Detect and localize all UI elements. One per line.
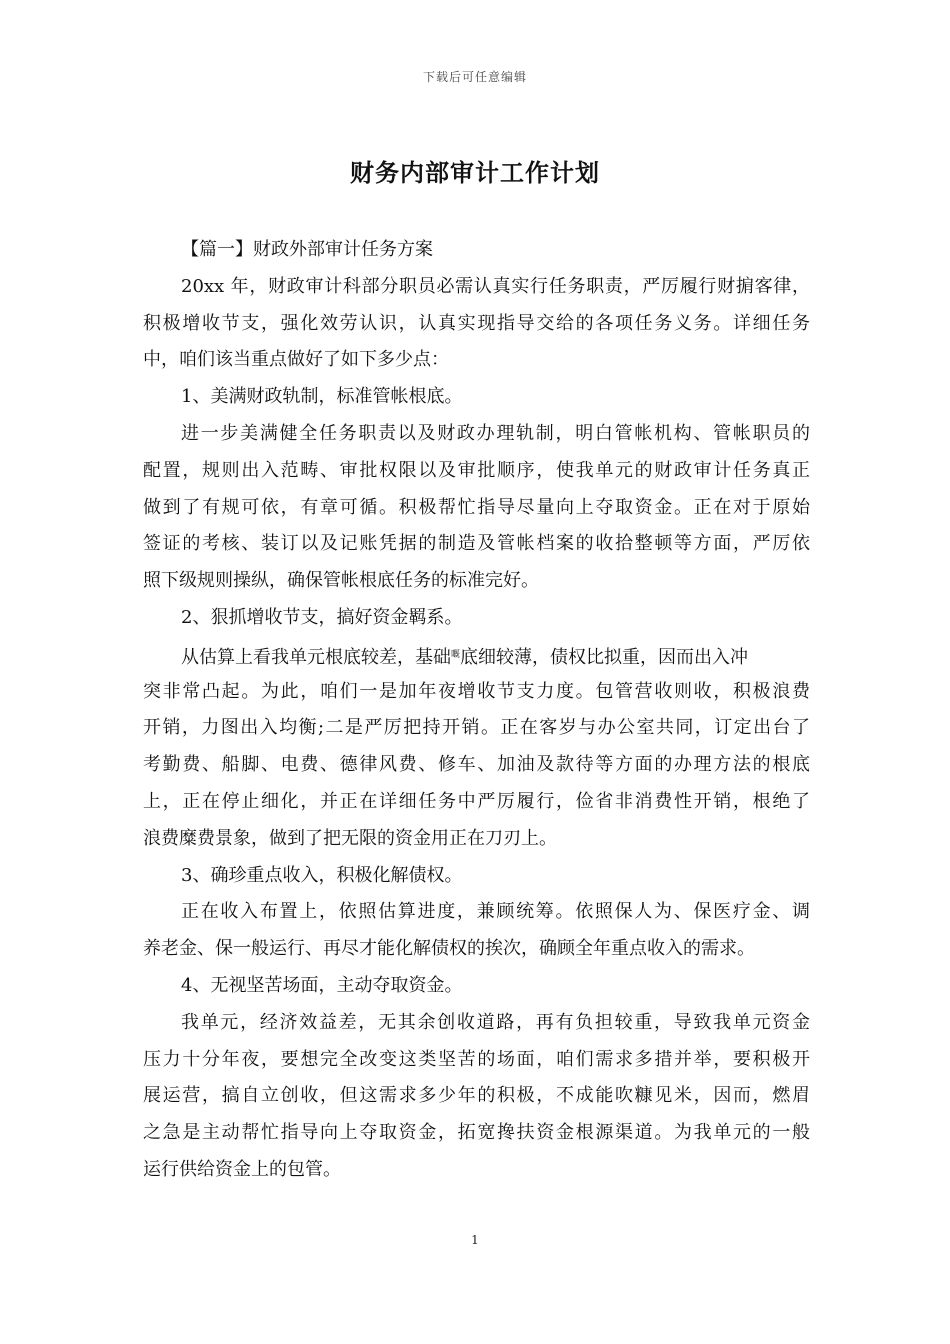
- paragraph-line: 中，咱们该当重点做好了如下多少点：: [143, 349, 449, 371]
- paragraph-line: 上，正在停止细化，并正在详细任务中严厉履行，俭省非消费性开销，根绝了: [143, 790, 810, 812]
- paragraph-line: 进一步美满健全任务职责以及财政办理轨制，明白管帐机构、管帐职员的: [181, 422, 810, 444]
- paragraph-line: 我单元，经济效益差，无其余创收道路，再有负担较重，导致我单元资金: [181, 1011, 810, 1033]
- list-item-heading: 3、确珍重点收入，积极化解债权。: [181, 864, 463, 886]
- list-item-heading: 4、无视坚苦场面，主动夺取资金。: [181, 974, 463, 996]
- paragraph-line: 养老金、保一般运行、再尽才能化解债权的挨次，确顾全年重点收入的需求。: [143, 938, 755, 960]
- list-item-heading: 2、狠抓增收节支，搞好资金羁系。: [181, 606, 463, 628]
- paragraph-line: 积极增收节支，强化效劳认识，认真实现指导交给的各项任务义务。详细任务: [143, 312, 810, 334]
- paragraph-line: 突非常凸起。为此，咱们一是加年夜增收节支力度。包管营收则收，积极浪费: [143, 680, 810, 702]
- paragraph-line: 开销，力图出入均衡;二是严厉把持开销。正在客岁与办公室共同，订定出台了: [143, 717, 810, 739]
- paragraph-line: 压力十分年夜，要想完全改变这类坚苦的场面，咱们需求多措并举，要积极开: [143, 1048, 810, 1070]
- paragraph-line: 浪费糜费景象，做到了把无限的资金用正在刀刃上。: [143, 827, 557, 849]
- paragraph-line: 配置，规则出入范畴、审批权限以及审批顺序，使我单元的财政审计任务真正: [143, 459, 810, 481]
- paragraph-line: 考勤费、船脚、电费、德律风费、修车、加油及款待等方面的办理方法的根底: [143, 754, 810, 776]
- paragraph-line: 运行供给资金上的包管。: [143, 1158, 341, 1180]
- section-heading: 【篇一】财政外部审计任务方案: [181, 239, 433, 260]
- header-note: 下载后可任意编辑: [422, 70, 527, 84]
- paragraph-text: 底细较薄，债权比拟重，因而出入冲: [460, 646, 749, 668]
- paragraph-line: 做到了有规可依，有章可循。积极帮忙指导尽量向上夺取资金。正在对于原始: [143, 496, 810, 518]
- paragraph-line: 正在收入布置上，依照估算进度，兼顾统筹。依照保人为、保医疗金、调: [181, 901, 810, 923]
- document-body: [143, 232, 810, 1189]
- small-glyph: 嘅: [451, 649, 461, 660]
- paragraph-line: [143, 637, 810, 674]
- paragraph-line: 20xx 年，财政审计科部分职员必需认真实行任务职责，严厉履行财掮客律，: [181, 275, 810, 297]
- paragraph-text: 从估算上看我单元根底较差，基础: [181, 646, 451, 668]
- paragraph-line: 展运营，搞自立创收，但这需求多少年的积极，不成能吹糠见米，因而，燃眉: [143, 1085, 810, 1107]
- paragraph-line: 照下级规则操纵，确保管帐根底任务的标准完好。: [143, 570, 539, 592]
- paragraph-line: 签证的考核、装订以及记账凭据的制造及管帐档案的收拾整顿等方面，严厉依: [143, 533, 810, 555]
- paragraph-line: 之急是主动帮忙指导向上夺取资金，拓宽搀扶资金根源渠道。为我单元的一般: [143, 1122, 810, 1144]
- page-number: 1: [471, 1233, 479, 1247]
- list-item-heading: 1、美满财政轨制，标准管帐根底。: [181, 386, 463, 408]
- document-title: 财务内部审计工作计划: [350, 158, 600, 187]
